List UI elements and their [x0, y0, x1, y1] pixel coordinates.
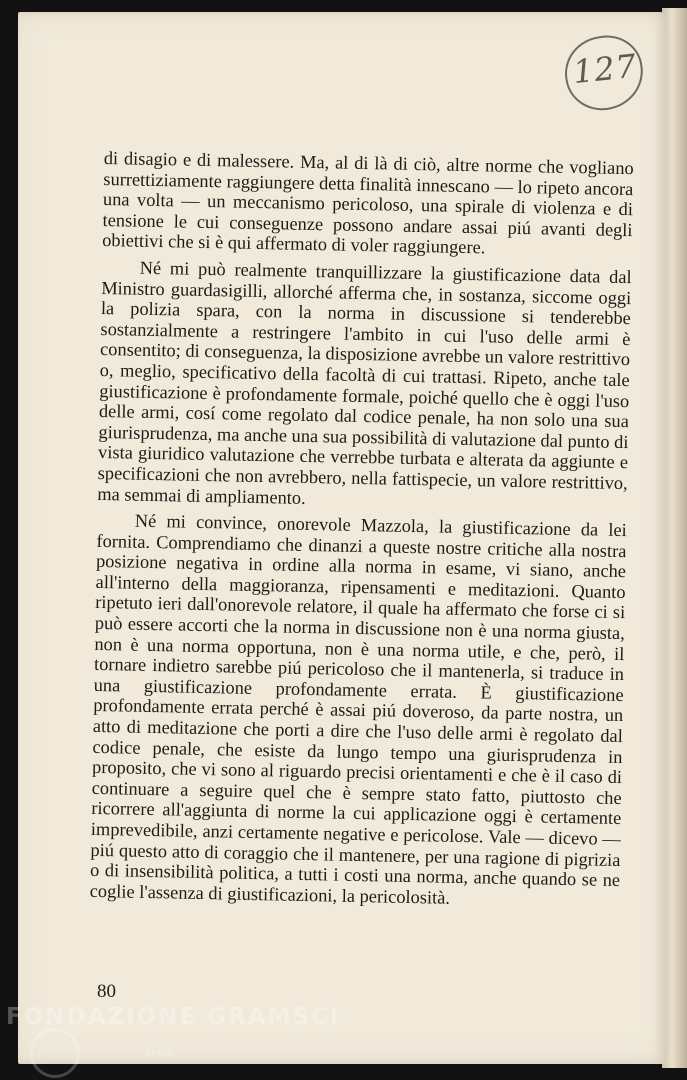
paragraph-3: Né mi convince, onorevole Mazzola, la giustificazione da lei fornita. Comprendiamo che dinanzi a queste nostre critiche alla nostra posizione negativa in ordine alla norma in esame, vi siano, anche all'interno della maggioranza, ripensamenti e meditazioni. Quanto ripetuto ieri dall'onorevole relatore, il quale ha affermato che forse ci si può essere accorti che la norma in discussione non è una norma giusta, non è una norma opportuna, non è una norma utile, e che, però, il tornare indietro sarebbe piú pericoloso che il mantenerla, si traduce in una giustificazione profondamente errata. È giustificazione profondamente errata perché è assai piú doveroso, da parte nostra, un atto di meditazione che porti a dire che l'uso delle armi è regolato dal codice penale, che esiste da lungo tempo una giurisprudenza in proposito, che vi sono al riguardo precisi orientamenti e che è il caso di continuare a seguire quel che è sempre stato fatto, piuttosto che ricorrere all'aggiunta di norme la cui applicazione oggi è certamente imprevedibile, anzi certamente negative e pericolose. Vale — dicevo — piú questo atto di coraggio che il mantenere, per una ragione di pigrizia o di insensibilità politica, a tutti i costi una norma, anche quando se ne coglie l'assenza di giustificazioni, la pericolosità. [89, 510, 627, 908]
watermark: FONDAZIONE GRAMSCI [6, 1004, 341, 1030]
paragraph-1: di disagio e di malessere. Ma, al di là di ciò, altre norme che vogliano surrettiziamente raggiungere detta finalità innescano — lo ripeto ancora una volta — un meccanismo pericoloso, una spirale di violenza e di tensione le cui conseguenze possono andare assai piú avanti degli obiettivi che si è qui affermato di voler raggiungere. [102, 148, 634, 258]
page-folio: 80 [97, 981, 116, 1002]
body-text [89, 148, 633, 917]
watermark-logo-icon [30, 1028, 80, 1078]
archive-number: 127 [571, 46, 639, 92]
paragraph-2: Né mi può realmente tranquillizzare la giustificazione data dal Ministro guardasigilli, allorché afferma che, in sostanza, siccome oggi la polizia spara, con la norma in discussione si tenderebbe sostanzialmente a restringere l'ambito in cui l'uso delle armi è consentito; di conseguenza, la disposizione avrebbe un valore restrittivo o, meglio, specificativo della facoltà di cui trattasi. Ripeto, anche tale giustificazione è profondamente formale, poiché quello che è oggi l'uso delle armi, cosí come regolato dal codice penale, ha non solo una sua giurisprudenza, ma anche una sua possibilità di valutazione dal punto di vista giuridico valutazione che verrebbe turbata e alterata da aggiunte e specificazioni che non avrebbero, nella fattispecie, un valore restrittivo, ma semmai di ampliamento. [97, 257, 632, 508]
watermark-sub: onlus [145, 1048, 172, 1059]
